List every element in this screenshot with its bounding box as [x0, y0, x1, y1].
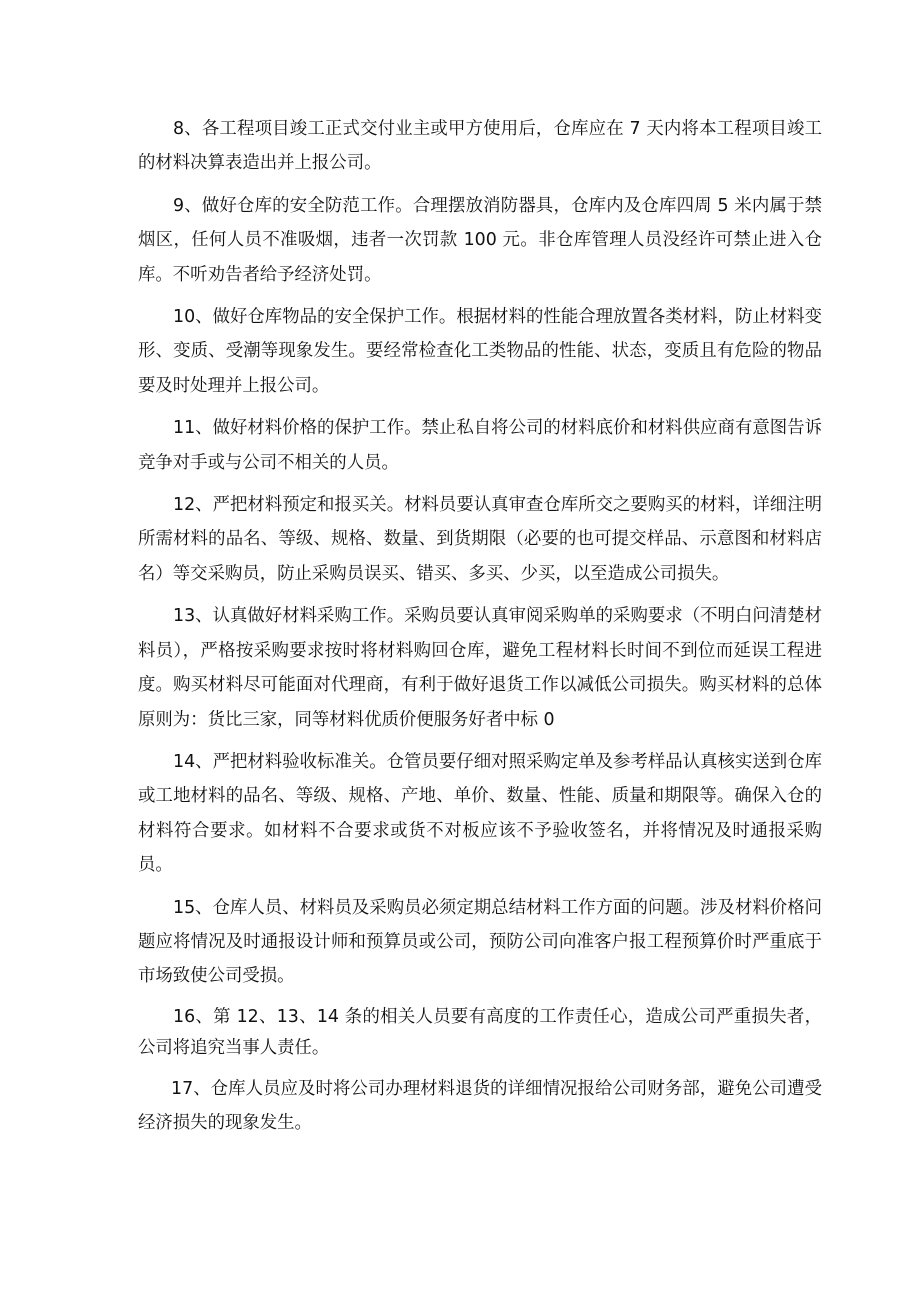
- paragraph-item-17: 17、仓库人员应及时将公司办理材料退货的详细情况报给公司财务部，避免公司遭受经济损失的现象发生。: [138, 1078, 822, 1134]
- document-body: [138, 112, 822, 1149]
- paragraph-item-13: 13、认真做好材料采购工作。采购员要认真审阅采购单的采购要求（不明白问清楚材料员），严格按采购要求按时将材料购回仓库，避免工程材料长时间不到位而延误工程进度。购买材料尽可能面对代理商，有利于做好退货工作以减低公司损失。购买材料的总体原则为：货比三家，同等材料优质价便服务好者中标 0: [138, 606, 822, 730]
- paragraph-item-9: 9、做好仓库的安全防范工作。合理摆放消防器具，仓库内及仓库四周 5 米内属于禁烟区，任何人员不准吸烟，违者一次罚款 100 元。非仓库管理人员没经许可禁止进入仓库。不听劝告者给予经济处罚。: [138, 195, 822, 285]
- paragraph-item-10: 10、做好仓库物品的安全保护工作。根据材料的性能合理放置各类材料，防止材料变形、变质、受潮等现象发生。要经常检查化工类物品的性能、状态，变质且有危险的物品要及时处理并上报公司。: [138, 307, 822, 396]
- paragraph-item-14: 14、严把材料验收标准关。仓管员要仔细对照采购定单及参考样品认真核实送到仓库或工地材料的品名、等级、规格、产地、单价、数量、性能、质量和期限等。确保入仓的材料符合要求。如材料不合要求或货不对板应该不予验收签名，并将情况及时通报采购员。: [138, 751, 822, 876]
- paragraph-item-12: 12、严把材料预定和报买关。材料员要认真审查仓库所交之要购买的材料，详细注明所需材料的品名、等级、规格、数量、到货期限（必要的也可提交样品、示意图和材料店名）等交采购员，防止采购员误买、错买、多买、少买，以至造成公司损失。: [138, 495, 822, 584]
- paragraph-item-11: 11、做好材料价格的保护工作。禁止私自将公司的材料底价和材料供应商有意图告诉竞争对手或与公司不相关的人员。: [138, 418, 822, 473]
- paragraph-item-8: 8、各工程项目竣工正式交付业主或甲方使用后，仓库应在 7 天内将本工程项目竣工的材料决算表造出并上报公司。: [138, 119, 822, 174]
- paragraph-item-16: 16、第 12、13、14 条的相关人员要有高度的工作责任心，造成公司严重损失者，公司将追究当事人责任。: [138, 1006, 822, 1058]
- paragraph-item-15: 15、仓库人员、材料员及采购员必须定期总结材料工作方面的问题。涉及材料价格问题应将情况及时通报设计师和预算员或公司，预防公司向准客户报工程预算价时严重底于市场致使公司受损。: [138, 897, 822, 987]
